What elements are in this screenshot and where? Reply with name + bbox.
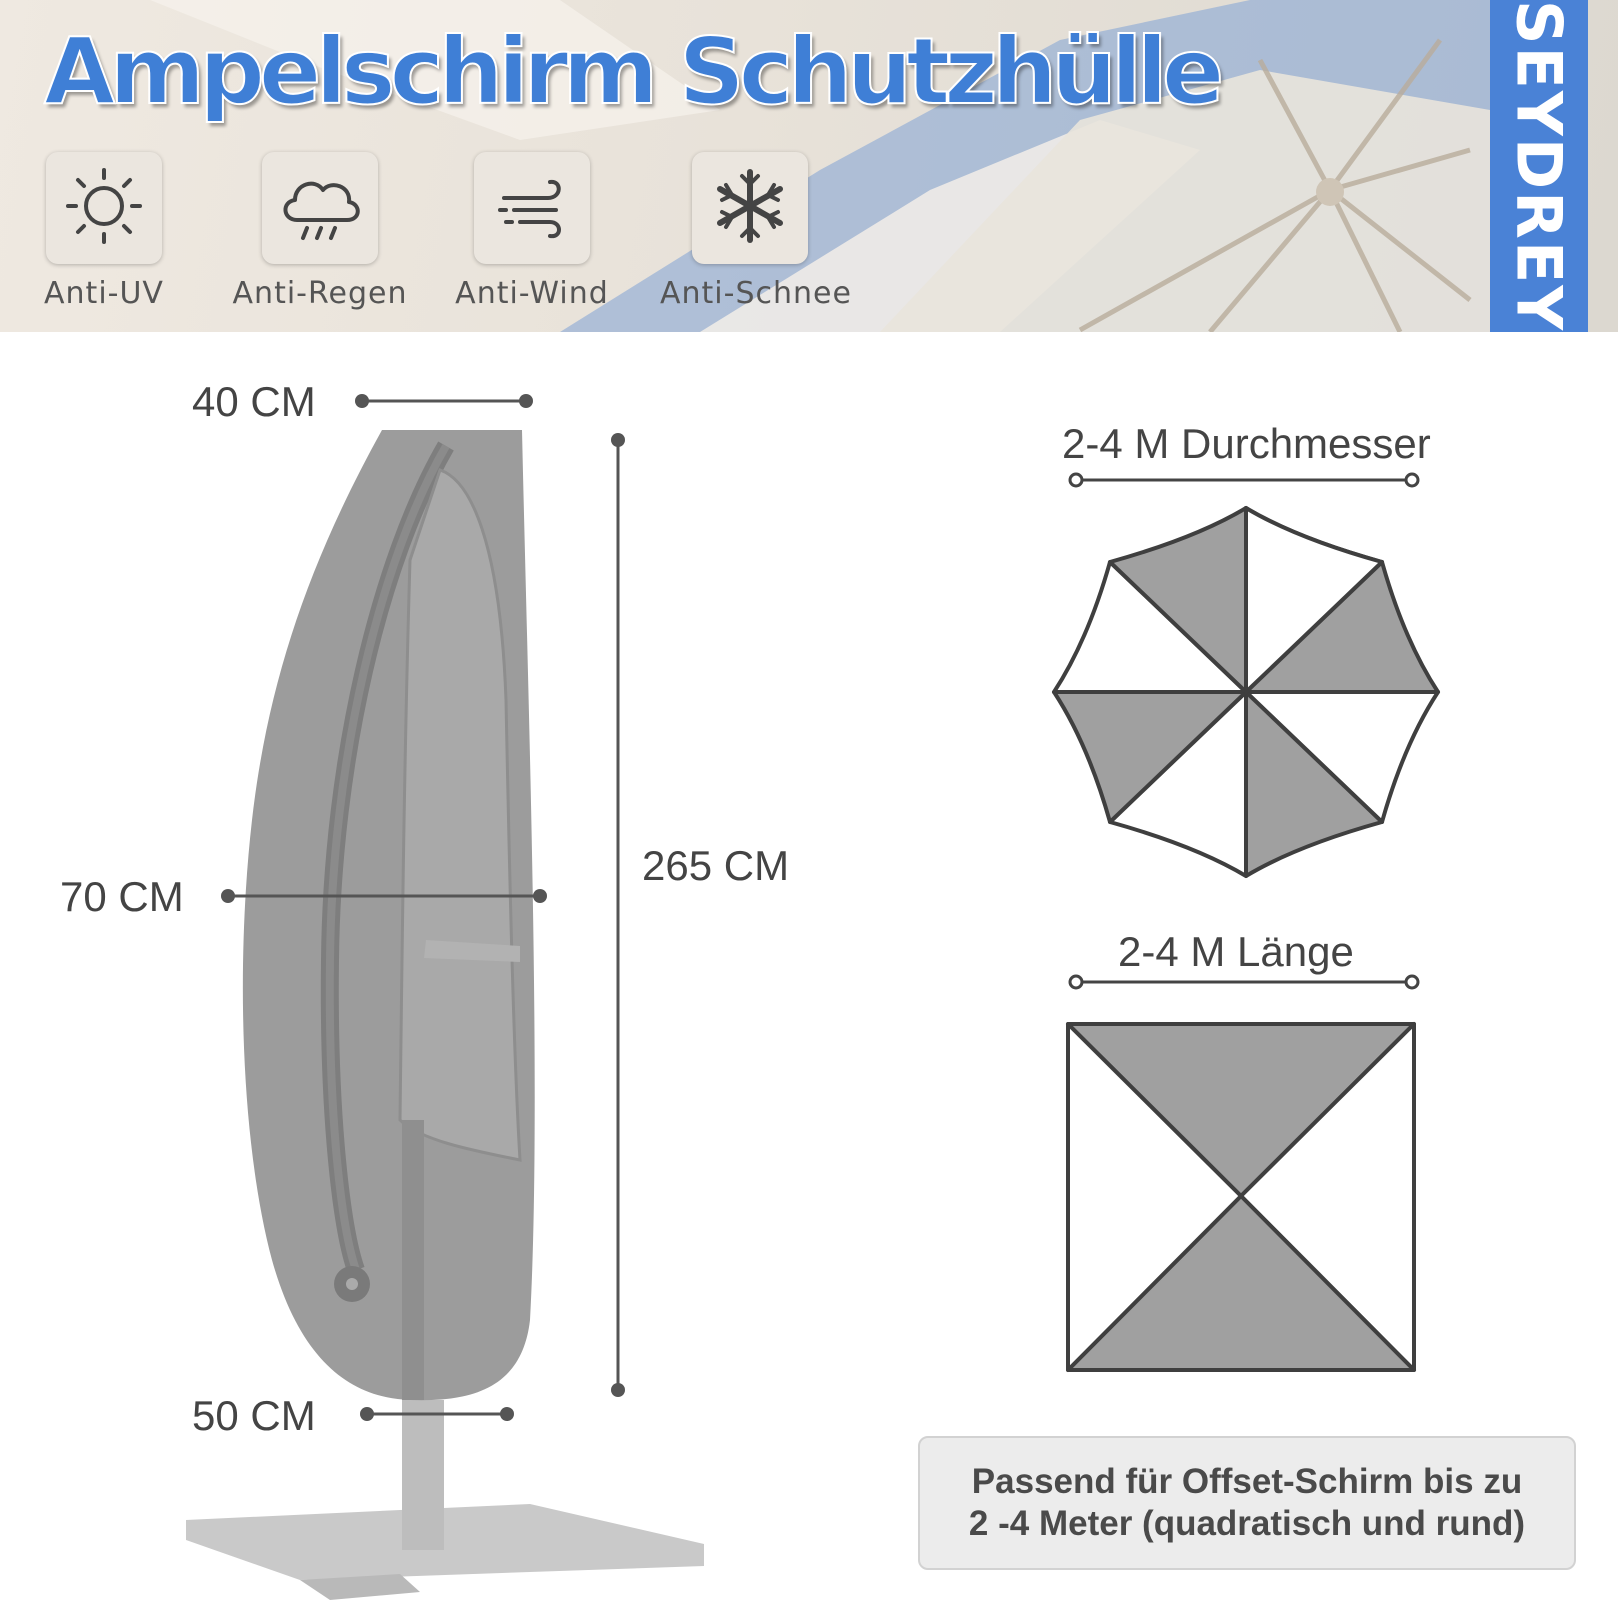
compatibility-note-line-1: Passend für Offset-Schirm bis zu [971, 1462, 1523, 1501]
compatibility-note [918, 1436, 1576, 1570]
square-umbrella-diagram [1068, 1024, 1414, 1370]
round-umbrella-label: 2-4 M Durchmesser [1062, 420, 1431, 467]
brand-logo: SEYDREY [1502, 0, 1576, 332]
feature-label: Anti-UV [44, 276, 164, 311]
length-line [1070, 976, 1418, 988]
diameter-line [1070, 474, 1418, 486]
dimension-bottom-width-label: 50 CM [192, 1392, 316, 1439]
feature-label: Anti-Schnee [660, 276, 852, 311]
dimension-top-width-label: 40 CM [192, 378, 316, 425]
dimension-height-label: 265 CM [642, 842, 790, 889]
umbrella-cover [243, 430, 535, 1400]
square-umbrella-label: 2-4 M Länge [1118, 928, 1354, 975]
feature-label: Anti-Wind [455, 276, 609, 311]
round-umbrella-diagram [1054, 508, 1438, 876]
page-title: Ampelschirm Schutzhülle [44, 18, 1219, 125]
compatibility-note-line-2: 2 -4 Meter (quadratisch und rund) [968, 1504, 1526, 1543]
feature-label: Anti-Regen [232, 276, 408, 311]
dimension-middle-width-label: 70 CM [60, 873, 184, 920]
